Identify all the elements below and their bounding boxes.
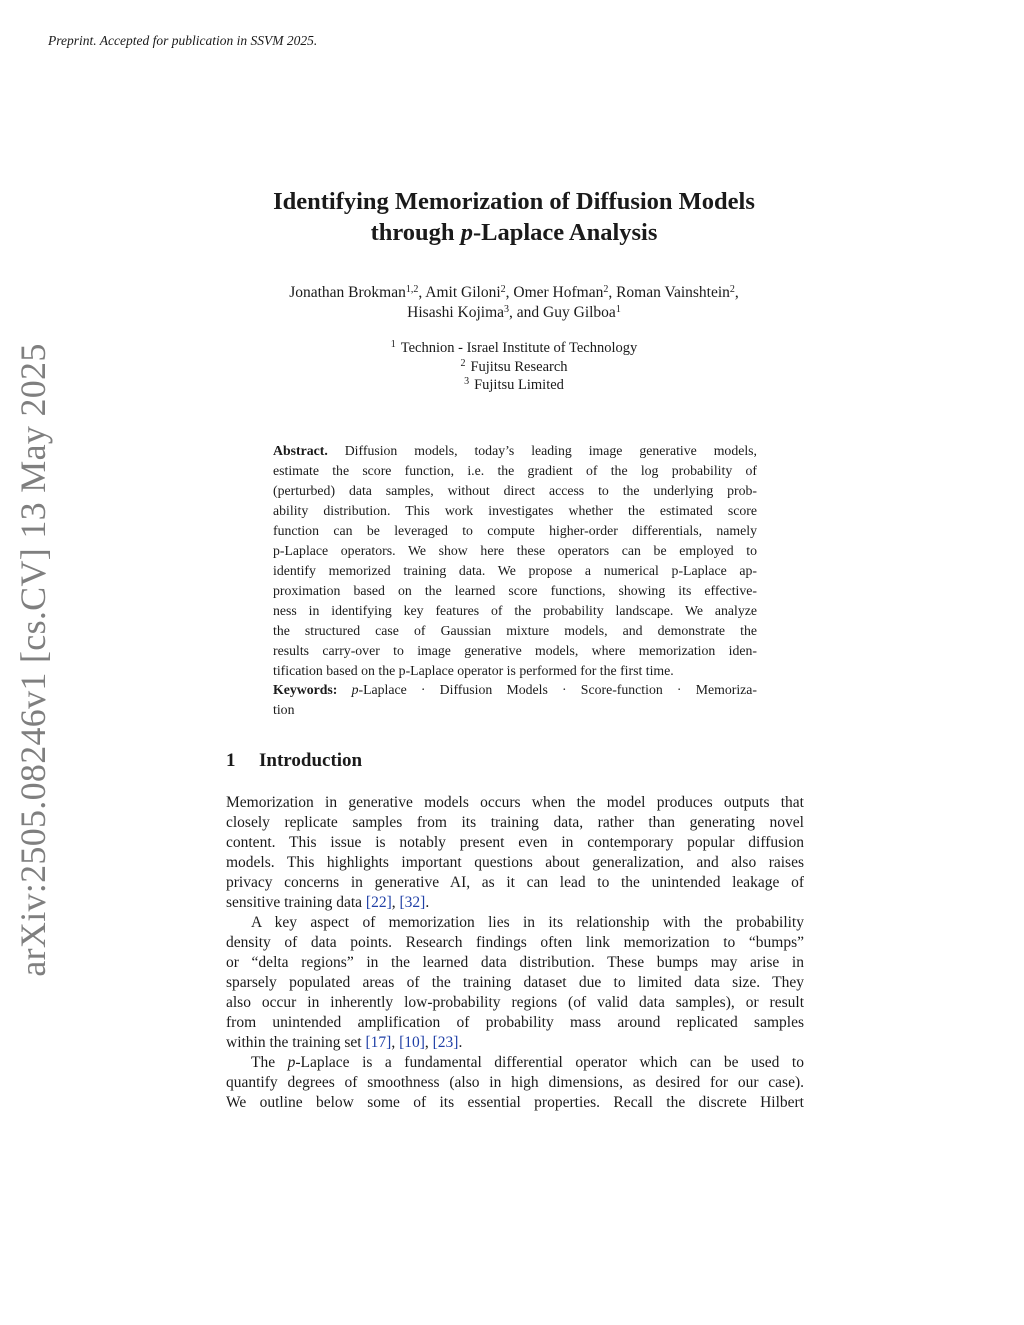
affiliation-item bbox=[200, 358, 828, 377]
body-text: within the training set bbox=[226, 1034, 366, 1051]
body-line: sparsely populated areas of the training dataset due to limited data size. They bbox=[226, 974, 804, 991]
citation-link[interactable]: [32] bbox=[399, 894, 426, 911]
body-line bbox=[226, 893, 804, 913]
body-line: density of data points. Research findings often link memorization to “bumps” bbox=[226, 934, 804, 951]
author-line-2 bbox=[200, 303, 828, 323]
affiliation-name: Fujitsu Research bbox=[470, 358, 568, 375]
body-line bbox=[226, 1053, 804, 1073]
abstract-line: tification based on the p-Laplace operator is performed for the first time. bbox=[273, 663, 674, 678]
abstract-label: Abstract. bbox=[273, 443, 328, 458]
keyword-italic-p: p bbox=[351, 682, 359, 697]
title-text: through bbox=[370, 219, 461, 246]
author-list bbox=[200, 283, 828, 323]
abstract-line: estimate the score function, i.e. the gradient of the log probability of bbox=[273, 463, 757, 478]
affiliation-number: 3 bbox=[464, 376, 470, 387]
abstract-line bbox=[273, 442, 757, 462]
author-name: Hisashi Kojima bbox=[407, 304, 505, 321]
body-line bbox=[226, 1033, 804, 1053]
body-text: , bbox=[391, 894, 400, 911]
abstract-line: function can be leveraged to compute higher-order differentials, namely bbox=[273, 523, 757, 538]
abstract-text: Diffusion models, today’s leading image generative models, bbox=[327, 443, 757, 458]
title-text: -Laplace Analysis bbox=[472, 219, 658, 246]
abstract-line: ness in identifying key features of the probability landscape. We analyze bbox=[273, 603, 757, 618]
body-line: privacy concerns in generative AI, as it can lead to the unintended leakage of bbox=[226, 874, 804, 891]
citation-link[interactable]: [23] bbox=[432, 1034, 459, 1051]
author-affil-sup: 3 bbox=[504, 304, 510, 315]
section-title: Introduction bbox=[259, 750, 363, 771]
abstract-line: proximation based on the learned score functions, showing its effective- bbox=[273, 583, 757, 598]
title-line-1: Identifying Memorization of Diffusion Models bbox=[273, 188, 755, 215]
body-line: or “delta regions” in the learned data distribution. These bumps may arise in bbox=[226, 954, 804, 971]
body-text: , bbox=[391, 1034, 400, 1051]
abstract-line: ability distribution. This work investigates whether the estimated score bbox=[273, 503, 757, 518]
citation-link[interactable]: [10] bbox=[399, 1034, 425, 1051]
body-line: models. This highlights important questions about generalization, and also raises bbox=[226, 854, 804, 871]
keywords-text: -Laplace · Diffusion Models · Score-function · Memoriza- bbox=[358, 682, 757, 697]
section-number: 1 bbox=[226, 750, 236, 771]
body-line: content. This issue is notably present even in contemporary popular diffusion bbox=[226, 834, 804, 851]
abstract-line: p-Laplace operators. We show here these operators can be employed to bbox=[273, 543, 757, 558]
body-text: . bbox=[458, 1034, 463, 1051]
keywords-line bbox=[273, 681, 757, 701]
author-affil-sup: 1,2 bbox=[405, 284, 419, 295]
author-affil-sup: 2 bbox=[603, 284, 609, 295]
affiliation-name: Technion - Israel Institute of Technology bbox=[400, 340, 638, 356]
arxiv-stamp: arXiv:2505.08246v1 [cs.CV] 13 May 2025 bbox=[13, 343, 53, 977]
affiliation-number: 1 bbox=[390, 339, 396, 350]
author-name: Jonathan Brokman bbox=[289, 284, 406, 301]
title-line-2 bbox=[200, 217, 828, 248]
body-line: closely replicate samples from its training data, rather than generating novel bbox=[226, 814, 804, 831]
keywords-label: Keywords: bbox=[273, 682, 338, 697]
citation-link[interactable]: [22] bbox=[365, 894, 392, 911]
body-line: from unintended amplification of probability mass around replicated samples bbox=[226, 1014, 804, 1031]
body-line: quantify degrees of smoothness (also in high dimensions, as desired for our case). bbox=[226, 1074, 804, 1091]
author-line-1 bbox=[200, 283, 828, 303]
affiliation-item bbox=[200, 339, 828, 358]
body-text: The bbox=[251, 1054, 288, 1071]
body-text: , bbox=[424, 1034, 433, 1051]
affiliation-list bbox=[200, 339, 828, 395]
author-affil-sup: 2 bbox=[500, 284, 506, 295]
author-name: , Amit Giloni bbox=[418, 284, 501, 301]
abstract-line: the structured case of Gaussian mixture models, and demonstrate the bbox=[273, 623, 757, 638]
affiliation-item bbox=[200, 376, 828, 395]
author-separator: , bbox=[734, 284, 739, 301]
abstract-line: results carry-over to image generative models, where memorization iden- bbox=[273, 643, 757, 658]
section-heading bbox=[226, 750, 362, 772]
body-text: . bbox=[425, 894, 430, 911]
abstract bbox=[273, 442, 757, 682]
body-text bbox=[226, 793, 804, 1113]
body-text: -Laplace is a fundamental differential operator which can be used to bbox=[295, 1054, 804, 1071]
author-affil-sup: 2 bbox=[729, 284, 735, 295]
author-name: , Roman Vainshtein bbox=[608, 284, 730, 301]
preprint-note: Preprint. Accepted for publication in SSVM 2025. bbox=[48, 33, 318, 48]
abstract-line: identify memorized training data. We propose a numerical p-Laplace ap- bbox=[273, 563, 757, 578]
body-line: also occur in inherently low-probability regions (of valid data samples), or result bbox=[226, 994, 804, 1011]
author-affil-sup: 1 bbox=[615, 304, 621, 315]
keywords-line: tion bbox=[273, 702, 295, 717]
citation-link[interactable]: [17] bbox=[365, 1034, 392, 1051]
author-name: , Omer Hofman bbox=[505, 284, 604, 301]
title-italic-p: p bbox=[460, 219, 473, 246]
affiliation-number: 2 bbox=[460, 357, 466, 369]
body-line: Memorization in generative models occurs when the model produces outputs that bbox=[226, 794, 804, 811]
body-line: We outline below some of its essential properties. Recall the discrete Hilbert bbox=[226, 1094, 804, 1111]
affiliation-name: Fujitsu Limited bbox=[474, 377, 564, 393]
keywords bbox=[273, 681, 757, 721]
abstract-line: (perturbed) data samples, without direct access to the underlying prob- bbox=[273, 483, 757, 498]
body-italic-p: p bbox=[287, 1054, 296, 1071]
body-text: sensitive training data bbox=[226, 894, 366, 911]
body-line: A key aspect of memorization lies in its relationship with the probability bbox=[251, 914, 804, 931]
author-name: , and Guy Gilboa bbox=[509, 304, 616, 321]
paper-title bbox=[200, 186, 828, 248]
